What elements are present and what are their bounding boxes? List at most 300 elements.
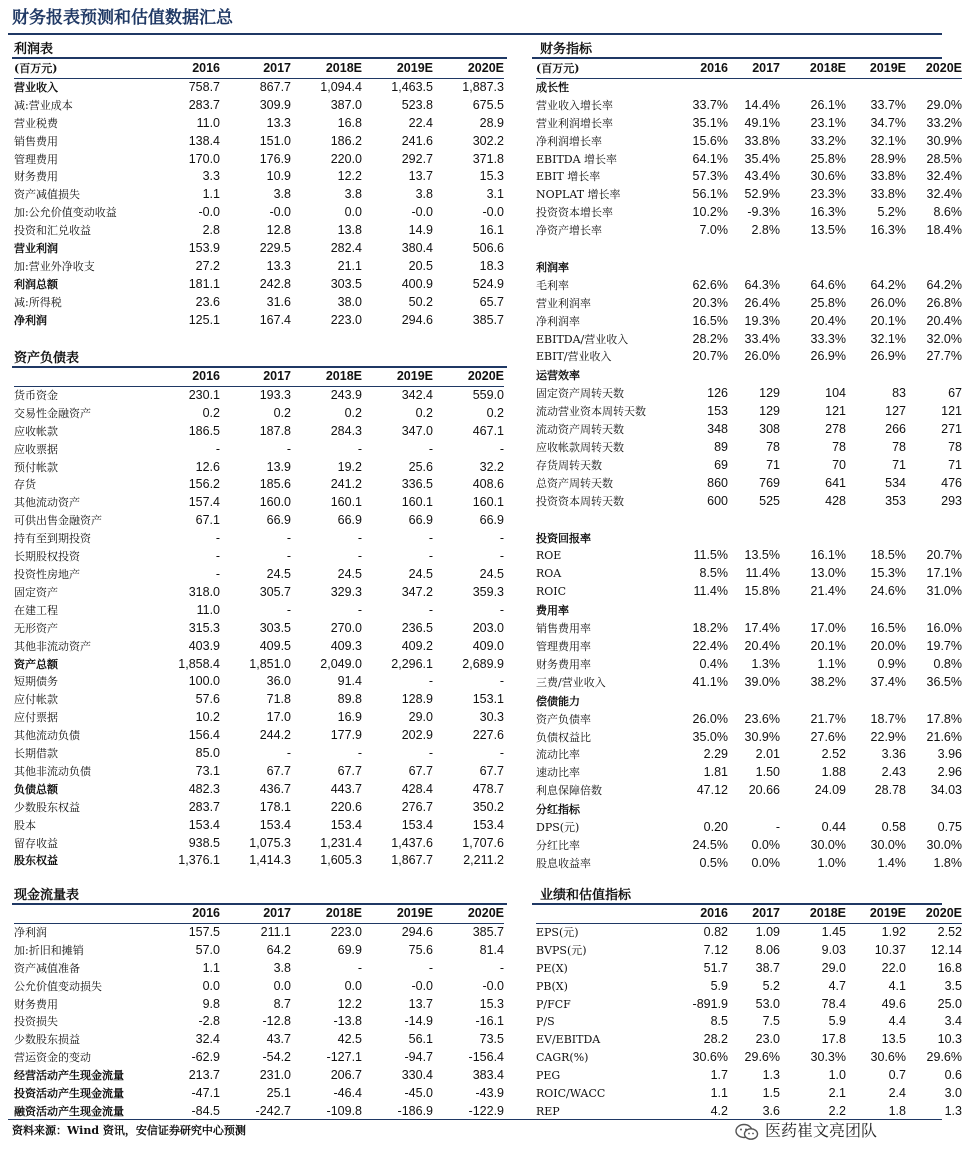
cell-value: 523.8 — [401, 97, 433, 112]
cell-value: 347.2 — [401, 584, 433, 599]
row-label: EPS(元) — [536, 925, 579, 939]
cell-value: 220.6 — [330, 799, 362, 814]
cell-value: 0.58 — [881, 820, 906, 835]
cell-value: -84.5 — [191, 1103, 220, 1118]
cell-value: 758.7 — [188, 79, 220, 94]
table-row — [14, 476, 504, 494]
cell-value: 1.88 — [821, 765, 846, 780]
cell-value: 938.5 — [188, 835, 220, 850]
cell-value: 160.1 — [401, 495, 433, 510]
cell-value: -12.8 — [262, 1014, 291, 1029]
row-label: 投资性房地产 — [14, 567, 80, 581]
year-header: 2019E — [846, 905, 906, 923]
cell-value: 2,689.9 — [462, 656, 504, 671]
cell-value: 559.0 — [472, 387, 504, 402]
cell-value: 0.0 — [344, 205, 362, 220]
cell-value: 30.6% — [870, 1050, 906, 1065]
year-header: 2019E — [362, 60, 433, 78]
cell-value: 157.5 — [188, 924, 220, 939]
cell-value — [728, 692, 780, 710]
cell-value: -0.0 — [411, 205, 433, 220]
cell-value: 5.2 — [762, 978, 780, 993]
cell-value: 347.0 — [401, 423, 433, 438]
row-label: 应收帐款 — [14, 424, 58, 438]
cell-value: 10.2% — [692, 205, 728, 220]
row-label: 存货 — [14, 478, 36, 492]
balance-section-title: 资产负债表 — [14, 351, 80, 366]
table-row — [14, 441, 504, 459]
cell-value — [660, 367, 728, 385]
cell-value: 14.9 — [408, 223, 433, 238]
cell-value: 302.2 — [472, 133, 504, 148]
table-row — [536, 782, 962, 800]
table-row — [14, 620, 504, 638]
table-row — [536, 133, 962, 151]
cell-value: 153.4 — [330, 817, 362, 832]
cell-value: 156.2 — [188, 477, 220, 492]
cell-value: 236.5 — [401, 620, 433, 635]
table-row — [14, 745, 504, 763]
cell-value: 13.5% — [810, 223, 846, 238]
table-row — [536, 493, 962, 511]
cell-value: 153.9 — [188, 241, 220, 256]
cell-value: 641 — [825, 475, 846, 490]
cell-value: 387.0 — [330, 97, 362, 112]
cell-value: 1,867.7 — [391, 853, 433, 868]
cell-value: 2.29 — [703, 747, 728, 762]
cell-value: 13.5% — [744, 548, 780, 563]
cell-value: 56.1 — [408, 1032, 433, 1047]
cell-value: 0.6 — [944, 1068, 962, 1083]
cell-value: 151.0 — [259, 133, 291, 148]
cell-value: 66.9 — [479, 513, 504, 528]
cell-value: 227.6 — [472, 728, 504, 743]
cell-value: 186.2 — [330, 133, 362, 148]
cell-value: 13.7 — [408, 169, 433, 184]
year-header: 2018E — [780, 60, 846, 78]
cell-value: - — [499, 441, 504, 456]
cell-value: 187.8 — [259, 423, 291, 438]
cell-value: 49.6 — [881, 996, 906, 1011]
cell-value: 1.1 — [202, 187, 220, 202]
cell-value: 211.1 — [260, 924, 291, 939]
cell-value: 309.9 — [259, 97, 291, 112]
indicators-section-title: 财务指标 — [540, 42, 593, 57]
cell-value — [660, 529, 728, 547]
cell-value: 26.4% — [744, 295, 780, 310]
cell-value: 13.3 — [266, 258, 291, 273]
cell-value: 2.52 — [937, 924, 962, 939]
cell-value: 383.4 — [472, 1068, 504, 1083]
cell-value: 78 — [832, 440, 846, 455]
cell-value: 26.0% — [692, 711, 728, 726]
cell-value: 33.8% — [870, 187, 906, 202]
row-label: 资产总额 — [14, 657, 58, 671]
row-label: EBIT/营业收入 — [536, 350, 612, 364]
cell-value: 17.8 — [821, 1032, 846, 1047]
table-row — [536, 186, 962, 204]
cell-value: 29.6% — [744, 1050, 780, 1065]
cell-value: - — [215, 566, 220, 581]
table-row — [536, 348, 962, 366]
cell-value: 29.0 — [408, 710, 433, 725]
cell-value: 2.8% — [751, 223, 780, 238]
cell-value: 50.2 — [408, 294, 433, 309]
cell-value: 3.96 — [937, 747, 962, 762]
cell-value: 32.2 — [479, 459, 504, 474]
row-label: 财务费用率 — [536, 657, 591, 671]
row-label: 营业收入 — [14, 80, 58, 94]
row-label: 长期股权投资 — [14, 550, 80, 564]
cell-value: 31.0% — [926, 584, 962, 599]
cell-value: 129 — [759, 404, 780, 419]
cell-value: 153.4 — [472, 817, 504, 832]
cell-value: 1.1 — [202, 960, 220, 975]
row-label: 净资产增长率 — [536, 224, 602, 238]
cell-value: -0.0 — [482, 978, 504, 993]
cell-value: 71 — [892, 457, 906, 472]
cell-value: -16.1 — [475, 1014, 504, 1029]
table-row — [14, 494, 504, 512]
cell-value — [780, 692, 846, 710]
cell-value: 126 — [707, 386, 728, 401]
row-label: 净利润 — [14, 313, 47, 327]
row-label: 投资资本周转天数 — [536, 494, 624, 508]
cell-value: 26.0% — [870, 295, 906, 310]
cell-value: 243.9 — [330, 387, 362, 402]
row-label: EBIT 增长率 — [536, 170, 601, 184]
cell-value: 32.1% — [870, 331, 906, 346]
cell-value: 1.81 — [703, 765, 728, 780]
row-label: 营业税费 — [14, 116, 58, 130]
year-header: 2016 — [140, 60, 220, 78]
row-label: 运营效率 — [536, 367, 660, 385]
cell-value: 20.66 — [748, 783, 780, 798]
cell-value — [846, 692, 906, 710]
cell-value: -186.9 — [397, 1103, 433, 1118]
cell-value: 3.5 — [944, 978, 962, 993]
cell-value: 138.4 — [188, 133, 220, 148]
cell-value: 13.3 — [266, 115, 291, 130]
table-row — [536, 1085, 962, 1103]
cell-value: 35.0% — [692, 729, 728, 744]
cell-value: 18.2% — [692, 621, 728, 636]
cell-value: 11.4% — [745, 566, 780, 581]
cell-value: - — [428, 746, 433, 761]
year-header: 2017 — [220, 60, 291, 78]
table-row — [536, 439, 962, 457]
table-row — [536, 1013, 962, 1031]
table-row — [14, 258, 504, 276]
row-label: 分红比率 — [536, 838, 580, 852]
cell-value: 35.4% — [744, 151, 780, 166]
cell-value: 186.5 — [188, 423, 220, 438]
cell-value — [846, 367, 906, 385]
cell-value: 178.1 — [259, 799, 291, 814]
cell-value: 223.0 — [330, 924, 362, 939]
table-row — [14, 727, 504, 745]
row-label: 无形资产 — [14, 621, 58, 635]
cell-value: -54.2 — [262, 1050, 291, 1065]
cell-value: 4.1 — [888, 978, 906, 993]
cell-value: 69 — [714, 457, 728, 472]
table-row — [14, 1013, 504, 1031]
cell-value: 19.3% — [744, 313, 780, 328]
table-row — [536, 151, 962, 169]
cell-value: 104 — [825, 386, 846, 401]
cell-value — [846, 240, 906, 258]
row-label: 可供出售金融资产 — [14, 514, 102, 528]
table-row — [536, 1031, 962, 1049]
cell-value: 21.1 — [337, 258, 362, 273]
cell-value: 23.6 — [195, 294, 220, 309]
cell-value: 67 — [948, 386, 962, 401]
cell-value: 1.0 — [828, 1068, 846, 1083]
cell-value: 24.5 — [479, 566, 504, 581]
row-label: 毛利率 — [536, 278, 569, 292]
cell-value: 0.0% — [751, 837, 780, 852]
cell-value: 38.7 — [755, 960, 780, 975]
cell-value: 49.1% — [744, 115, 780, 130]
table-row — [536, 367, 962, 385]
table-row — [536, 923, 962, 941]
cell-value: 2.4 — [888, 1086, 906, 1101]
table-row — [536, 602, 962, 620]
table-row — [14, 709, 504, 727]
cell-value: 276.7 — [401, 799, 433, 814]
cell-value: 47.12 — [696, 783, 728, 798]
table-row — [536, 996, 962, 1014]
row-label: EBITDA/营业收入 — [536, 332, 629, 346]
cell-value: 160.0 — [259, 495, 291, 510]
cell-value: 860 — [707, 475, 728, 490]
row-label: EV/EBITDA — [536, 1033, 601, 1047]
cell-value: 1.0% — [817, 855, 846, 870]
cell-value: 5.2% — [877, 205, 906, 220]
cell-value: 33.2% — [810, 133, 846, 148]
cell-value: 13.8 — [337, 223, 362, 238]
table-row — [14, 638, 504, 656]
cell-value: - — [215, 531, 220, 546]
row-label: 固定资产 — [14, 585, 58, 599]
cell-value: -891.9 — [692, 996, 728, 1011]
row-label: ROA — [536, 567, 562, 581]
table-row — [536, 204, 962, 222]
cell-value: 89 — [714, 440, 728, 455]
row-label: 加:营业外净收支 — [14, 259, 95, 273]
cell-value: 0.0% — [751, 855, 780, 870]
table-row — [536, 457, 962, 475]
cell-value: 329.3 — [330, 584, 362, 599]
watermark-text: 医药崔文亮团队 — [765, 1121, 878, 1140]
valuation-table — [536, 905, 962, 1121]
cell-value: -122.9 — [468, 1103, 504, 1118]
cell-value — [906, 367, 962, 385]
row-label: 营业利润 — [14, 242, 58, 256]
cell-value: - — [357, 549, 362, 564]
cell-value: 5.9 — [710, 978, 728, 993]
cell-value: 0.0 — [202, 978, 220, 993]
table-row — [14, 276, 504, 294]
table-row — [536, 385, 962, 403]
cell-value: 25.0 — [937, 996, 962, 1011]
cell-value: 16.8 — [937, 960, 962, 975]
cell-value — [906, 240, 962, 258]
cell-value: 3.1 — [486, 187, 504, 202]
row-label: 成长性 — [536, 78, 660, 96]
cell-value — [660, 240, 728, 258]
cell-value: 409.5 — [259, 638, 291, 653]
row-label: PB(X) — [536, 979, 568, 993]
table-row — [536, 583, 962, 601]
cell-value — [906, 78, 962, 96]
cell-value: - — [775, 820, 780, 835]
row-label: 长期借款 — [14, 747, 58, 761]
table-row — [14, 459, 504, 477]
row-label: REP — [536, 1104, 560, 1118]
cell-value: 1,605.3 — [320, 853, 362, 868]
cell-value: 1,437.6 — [391, 835, 433, 850]
cell-value: 51.7 — [703, 960, 728, 975]
table-row — [14, 835, 504, 853]
year-header: 2016 — [660, 905, 728, 923]
table-row — [536, 764, 962, 782]
row-label: 负债权益比 — [536, 730, 591, 744]
row-label: 流动资产周转天数 — [536, 423, 624, 437]
cell-value: 8.7 — [273, 996, 291, 1011]
table-row — [536, 837, 962, 855]
row-label: 少数股东权益 — [14, 800, 80, 814]
row-label: 公允价值变动损失 — [14, 979, 102, 993]
cell-value: 32.0% — [926, 331, 962, 346]
cell-value: 28.78 — [874, 783, 906, 798]
cell-value: 380.4 — [401, 241, 433, 256]
cell-value: 1.7 — [710, 1068, 728, 1083]
cell-value: 20.5 — [408, 258, 433, 273]
cell-value: 1.8% — [933, 855, 962, 870]
cell-value: 408.6 — [472, 477, 504, 492]
table-row — [14, 294, 504, 312]
cell-value: - — [286, 602, 291, 617]
row-label: EBITDA 增长率 — [536, 152, 618, 166]
income-section-title: 利润表 — [14, 42, 54, 57]
row-label: 留存收益 — [14, 836, 58, 850]
cell-value: 176.9 — [259, 151, 291, 166]
cell-value: 482.3 — [188, 781, 220, 796]
cell-value: 20.4% — [926, 313, 962, 328]
cell-value: 2,211.2 — [463, 853, 504, 868]
cell-value: 7.12 — [703, 942, 728, 957]
cell-value: 534 — [885, 475, 906, 490]
row-label: PE(X) — [536, 961, 568, 975]
cell-value: -46.4 — [333, 1086, 362, 1101]
cell-value: 43.4% — [744, 169, 780, 184]
table-row — [14, 781, 504, 799]
cell-value: 18.5% — [870, 548, 906, 563]
row-label: 管理费用 — [14, 152, 58, 166]
cell-value — [780, 801, 846, 819]
cell-value: - — [428, 549, 433, 564]
table-row — [14, 1031, 504, 1049]
cell-value: 1,463.5 — [391, 79, 433, 94]
cell-value: 0.44 — [821, 820, 846, 835]
table-row — [14, 923, 504, 941]
row-label: 减:营业成本 — [14, 98, 73, 112]
cell-value — [728, 78, 780, 96]
table-row — [536, 978, 962, 996]
cell-value: 157.4 — [188, 495, 220, 510]
cell-value: 29.0% — [926, 97, 962, 112]
cell-value: 8.06 — [755, 942, 780, 957]
row-label: 应收帐款周转天数 — [536, 441, 624, 455]
valuation-section-title: 业绩和估值指标 — [540, 888, 632, 903]
cell-value: 1,858.4 — [178, 656, 220, 671]
cell-value — [728, 258, 780, 276]
table-row — [536, 313, 962, 331]
cell-value: 127 — [885, 404, 906, 419]
year-header: 2019E — [846, 60, 906, 78]
cell-value: - — [428, 531, 433, 546]
cell-value: 27.6% — [810, 729, 846, 744]
cell-value: 33.2% — [926, 115, 962, 130]
cell-value: 29.6% — [926, 1050, 962, 1065]
cell-value: 342.4 — [401, 387, 433, 402]
row-label: P/FCF — [536, 997, 571, 1011]
cell-value: 22.4% — [692, 638, 728, 653]
cell-value: 22.0 — [881, 960, 906, 975]
cell-value: 153 — [707, 404, 728, 419]
cell-value: 35.1% — [692, 115, 728, 130]
cell-value: 33.3% — [810, 331, 846, 346]
cell-value — [906, 692, 962, 710]
unit-label — [536, 905, 660, 923]
cell-value: 30.9% — [744, 729, 780, 744]
cell-value: 13.9 — [266, 459, 291, 474]
cell-value: 17.4% — [744, 621, 780, 636]
row-label: 净利润增长率 — [536, 134, 602, 148]
cell-value: - — [428, 674, 433, 689]
cell-value — [906, 511, 962, 529]
cell-value: 177.9 — [330, 728, 362, 743]
cell-value: 303.5 — [330, 276, 362, 291]
row-label: 其他流动资产 — [14, 496, 80, 510]
row-label: DPS(元) — [536, 821, 580, 835]
row-label: 存货周转天数 — [536, 458, 602, 472]
row-label: 投资损失 — [14, 1015, 58, 1029]
cell-value: 9.8 — [202, 996, 220, 1011]
cell-value — [780, 367, 846, 385]
cell-value: 129 — [759, 386, 780, 401]
row-label: NOPLAT 增长率 — [536, 188, 621, 202]
cell-value: 24.5% — [692, 837, 728, 852]
cell-value: 400.9 — [401, 276, 433, 291]
cell-value: 467.1 — [472, 423, 504, 438]
table-row — [14, 1067, 504, 1085]
cashflow-section-title: 现金流量表 — [14, 888, 80, 903]
cell-value: 16.0% — [926, 621, 962, 636]
row-label: 货币资金 — [14, 388, 58, 402]
cell-value: - — [286, 531, 291, 546]
cell-value: - — [499, 549, 504, 564]
cell-value: 7.0% — [699, 223, 728, 238]
cell-value: -62.9 — [191, 1050, 220, 1065]
watermark — [735, 1118, 877, 1141]
table-row — [536, 258, 962, 276]
cell-value: - — [286, 549, 291, 564]
table-row — [14, 763, 504, 781]
table-row — [536, 942, 962, 960]
cell-value: 153.4 — [401, 817, 433, 832]
